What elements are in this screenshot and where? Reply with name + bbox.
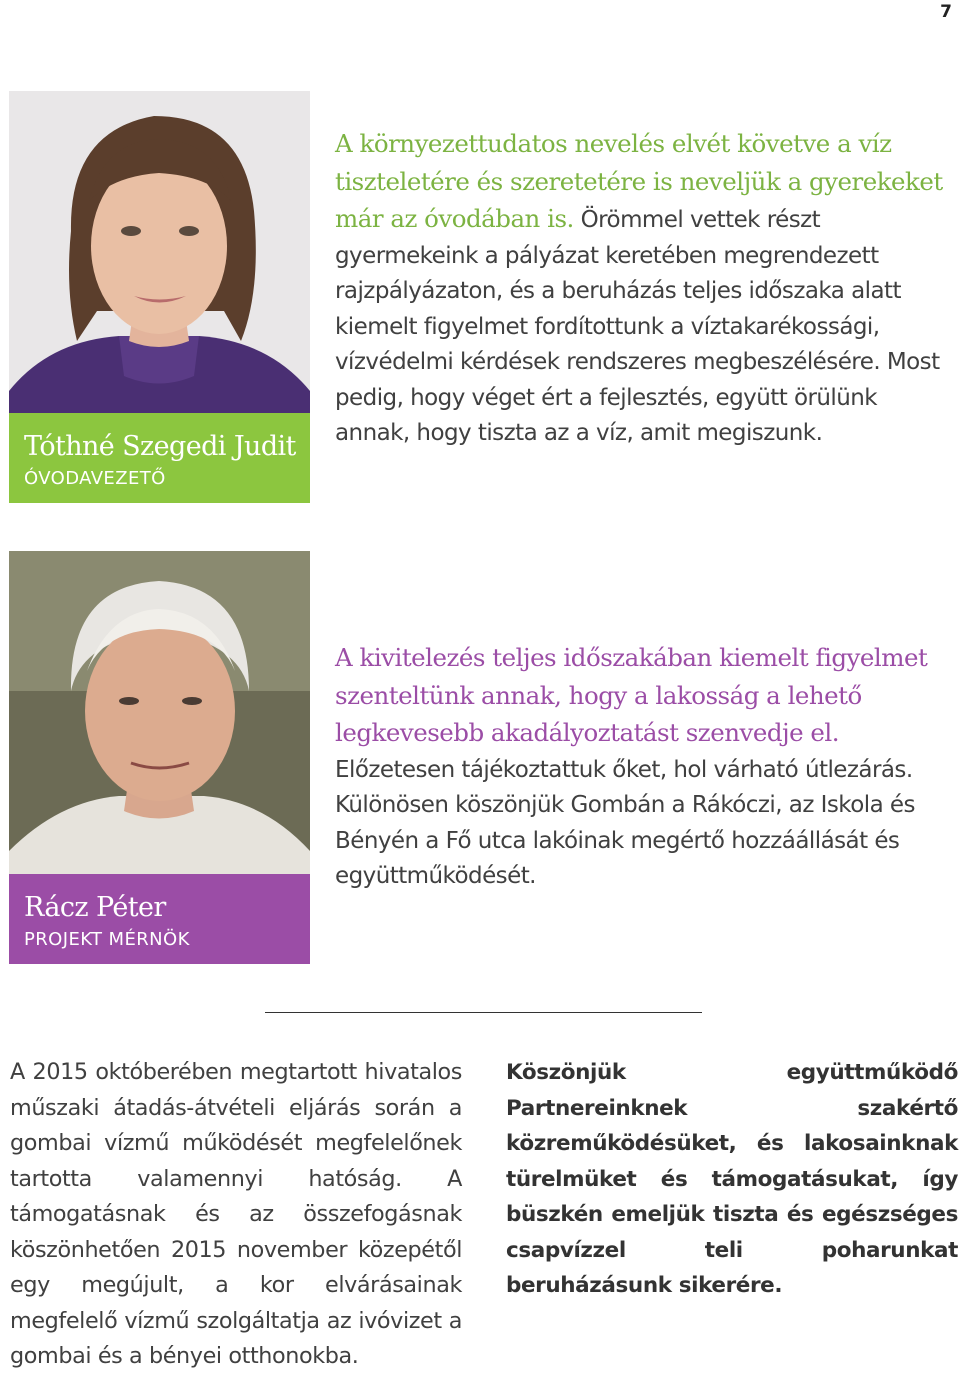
section-divider xyxy=(265,1012,702,1013)
person-role-peter: PROJEKT MÉRNÖK xyxy=(24,929,190,950)
person-role-judit: ÓVODAVEZETŐ xyxy=(24,468,166,489)
article-body-judit: Örömmel vettek részt gyermekeink a pályázat keretében megrendezett rajzpályázaton, és a beruházás teljes időszaka alatt kiemelt figyelmet fordítottunk a víztakarékossági, vízvédelmi kérdések rendszeres megbeszélésére. Most pedig, hogy véget ért a fejlesztés, együtt örülünk annak, hogy tiszta az a víz, amit megiszunk. xyxy=(335,207,940,446)
portrait-photo-peter xyxy=(9,551,310,964)
article-body-peter: Előzetesen tájékoztattuk őket, hol várható útlezárás. Különösen köszönjük Gombán a Rákóczi, az Iskola és Bényén a Fő utca lakóinak megértő hozzáállását és együttműködését. xyxy=(335,756,915,889)
bottom-left-column: A 2015 októberében megtartott hivatalos műszaki átadás-átvételi eljárás során a gombai vízmű működését megfelelőnek tartotta valamennyi hatóság. A támogatásnak és az összefogásnak köszönhetően 2015 november közepétől egy megújult, a kor elvárásainak megfelelő vízmű szolgáltatja az ivóvizet a gombai és a bényei otthonokba. xyxy=(10,1059,462,1369)
page-number: 7 xyxy=(940,2,952,22)
bottom-right-column: Köszönjük együttműködő Partnereinknek szakértő közreműködésüket, és lakosainknak türelmüket és támogatásukat, így büszkén emeljük tiszta és egészséges csapvízzel teli poharunkat beruházásunk sikerére. xyxy=(506,1060,958,1298)
person-name-judit: Tóthné Szegedi Judit xyxy=(24,431,296,462)
article-quote-judit: A környezettudatos nevelés elvét követve a víz tiszteletére és szeretetére is neveljük a gyerekeket már az óvodában is. xyxy=(335,129,943,233)
article-quote-peter: A kivitelezés teljes időszakában kiemelt figyelmet szenteltünk annak, hogy a lakosság a lehető legkevesebb akadályoztatást szenvedje el. xyxy=(335,643,928,747)
article-judit xyxy=(335,126,957,452)
portrait-photo-judit xyxy=(9,91,310,503)
caption-judit xyxy=(9,413,310,503)
person-name-peter: Rácz Péter xyxy=(24,892,166,923)
caption-peter xyxy=(9,874,310,964)
article-peter xyxy=(335,640,957,895)
